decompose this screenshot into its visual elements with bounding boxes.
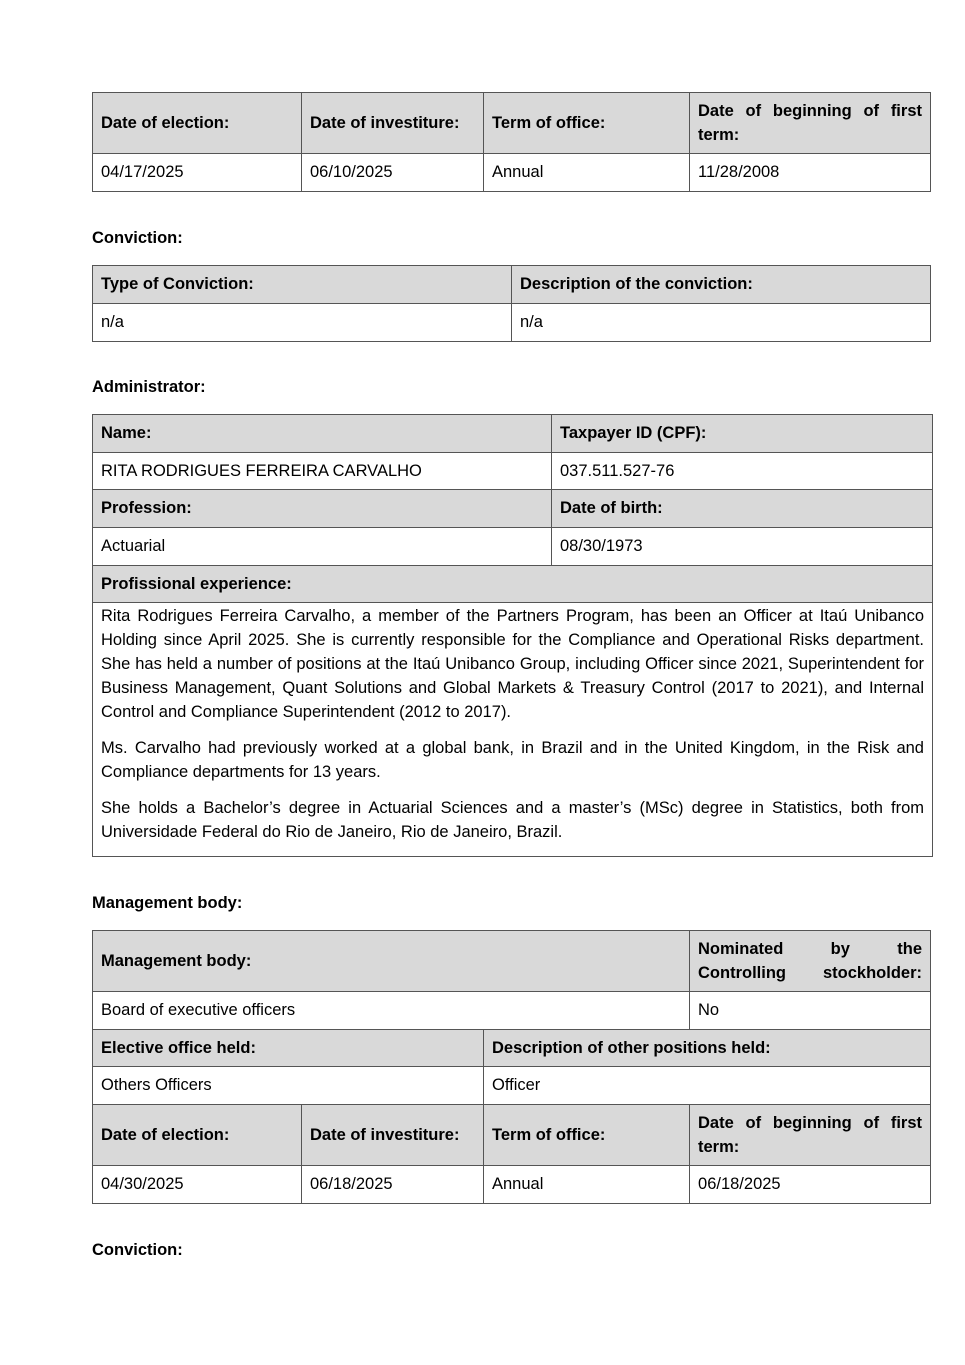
header-cpf: Taxpayer ID (CPF): <box>552 415 933 453</box>
experience-paragraph: Rita Rodrigues Ferreira Carvalho, a member of the Partners Program, has been an Officer at Itaú Unibanco Holding since April 2025. She is currently responsible for the Compliance and Operational Risks department. She has held a number of positions at the Itaú Unibanco Group, including Officer since 2021, Superintendent for Business Management, Quant Solutions and Global Markets & Treasury Control (2017 to 2021), and Internal Control and Compliance Superintendent (2012 to 2017). <box>101 607 924 721</box>
professional-experience-text <box>93 603 933 857</box>
administrator-section-title: Administrator: <box>92 378 206 396</box>
header-name: Name: <box>93 415 552 453</box>
management-section-title: Management body: <box>92 894 243 912</box>
administrator-profession: Actuarial <box>93 528 552 566</box>
term-table-1 <box>92 92 931 192</box>
header-date-of-birth: Date of birth: <box>552 490 933 528</box>
date-of-beginning: 11/28/2008 <box>690 154 931 192</box>
other-positions-value: Officer <box>484 1067 931 1105</box>
date-of-investiture: 06/18/2025 <box>302 1166 484 1204</box>
term-of-office: Annual <box>484 154 690 192</box>
header-profession: Profession: <box>93 490 552 528</box>
header-type-of-conviction: Type of Conviction: <box>93 266 512 304</box>
header-date-of-investiture: Date of investiture: <box>302 1105 484 1166</box>
header-nominated-by-controlling <box>690 931 931 992</box>
conviction-section-title: Conviction: <box>92 229 183 247</box>
header-professional-experience: Profissional experience: <box>93 566 933 603</box>
header-date-of-beginning: Date of beginning of first term: <box>690 1105 931 1166</box>
date-of-election: 04/30/2025 <box>93 1166 302 1204</box>
experience-paragraph: She holds a Bachelor’s degree in Actuarial Sciences and a master’s (MSc) degree in Statistics, both from Universidade Federal do Rio de Janeiro, Rio de Janeiro, Brazil. <box>101 799 924 841</box>
administrator-name: RITA RODRIGUES FERREIRA CARVALHO <box>93 453 552 490</box>
elective-office-value: Others Officers <box>93 1067 484 1105</box>
header-description-of-conviction: Description of the conviction: <box>512 266 931 304</box>
conviction-table <box>92 265 931 342</box>
management-table <box>92 930 931 1204</box>
header-term-of-office: Term of office: <box>484 1105 690 1166</box>
header-term-of-office: Term of office: <box>484 93 690 154</box>
header-elective-office: Elective office held: <box>93 1030 484 1067</box>
description-of-conviction: n/a <box>512 304 931 342</box>
header-other-positions: Description of other positions held: <box>484 1030 931 1067</box>
header-management-body: Management body: <box>93 931 690 992</box>
conviction-section-title-2: Conviction: <box>92 1241 183 1259</box>
nominated-value: No <box>690 992 931 1030</box>
date-of-election: 04/17/2025 <box>93 154 302 192</box>
header-date-of-investiture: Date of investiture: <box>302 93 484 154</box>
term-of-office: Annual <box>484 1166 690 1204</box>
administrator-table <box>92 414 933 857</box>
administrator-date-of-birth: 08/30/1973 <box>552 528 933 566</box>
administrator-cpf: 037.511.527-76 <box>552 453 933 490</box>
header-date-of-election: Date of election: <box>93 1105 302 1166</box>
management-body-value: Board of executive officers <box>93 992 690 1030</box>
experience-paragraph: Ms. Carvalho had previously worked at a global bank, in Brazil and in the United Kingdom, in the Risk and Compliance departments for 13 years. <box>101 739 924 781</box>
nominated-label: Nominated by the Controlling stockholder: <box>698 940 923 982</box>
type-of-conviction: n/a <box>93 304 512 342</box>
header-date-of-beginning: Date of beginning of first term: <box>690 93 931 154</box>
date-of-investiture: 06/10/2025 <box>302 154 484 192</box>
header-date-of-election: Date of election: <box>93 93 302 154</box>
date-of-beginning: 06/18/2025 <box>690 1166 931 1204</box>
